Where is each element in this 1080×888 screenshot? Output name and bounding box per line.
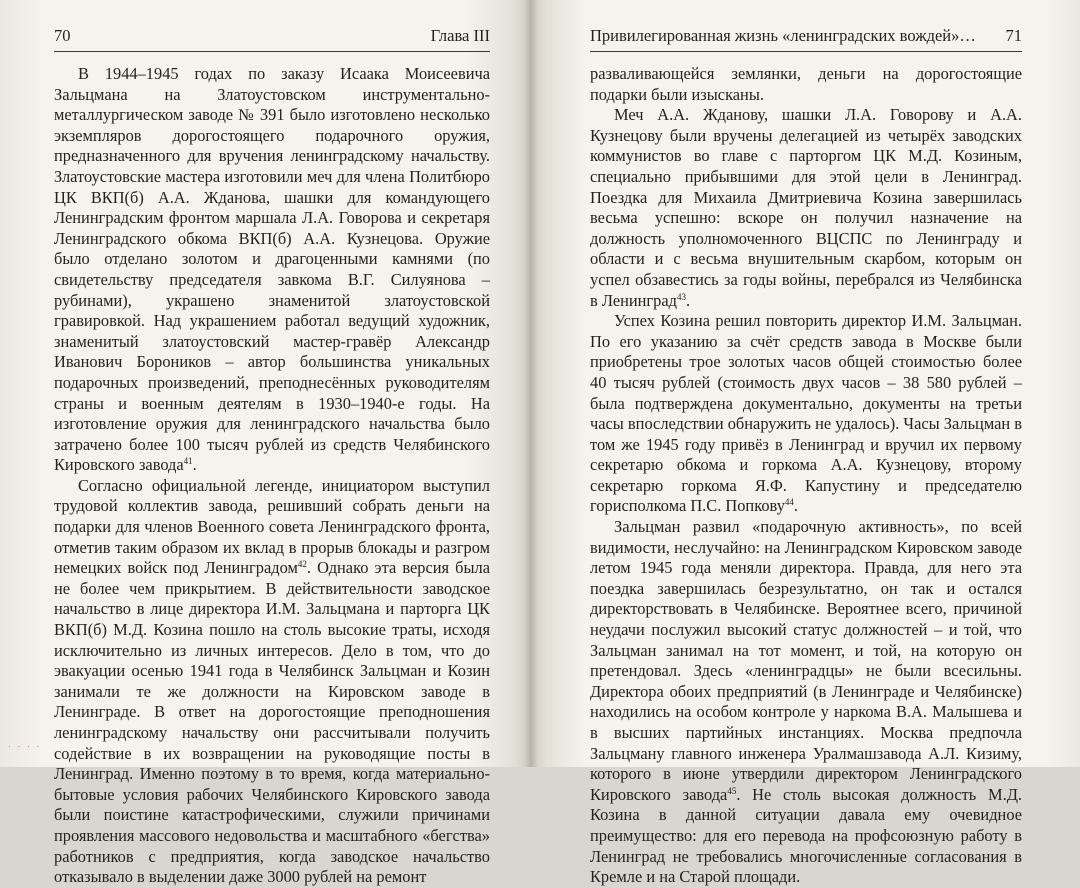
paragraph-continuation: разваливающейся землянки, деньги на дорогостоящие подарки были изысканы. <box>590 64 1022 104</box>
paragraph: Зальцман развил «подарочную активность», по всей видимости, неслучайно: на Ленинградском Кировском заводе летом 1945 года меняли директора. Правда, для него эта поездка завершилась безрезультатно, он так и остался директорствовать в Челябинске. Вероятнее всего, причиной неудачи послужил высокий статус должностей – и той, что Зальцман занимал на тот момент, и той, на которую он претендовал. Здесь «ленинградцы» не были всесильны. Директора обоих предприятий (в Ленинграде и Челябинске) находились на особом контроле у наркома В.А. Малышева и в высших партийных инстанциях. Москва предпочла Зальцману главного инженера Уралмашзавода А.Л. Кизиму, которого в июне утвердили директором Ленинградского Кировского завода$^{45}$. Не столь высокая должность М.Д. Козина в данной ситуации давала ему очевидное преимущество: для его перевода на профсоюзную работу в Ленинград не требовались многочисленные согласования в Кремле и на Старой площади. <box>590 517 1022 887</box>
paragraph: Согласно официальной легенде, инициатором выступил трудовой коллектив завода, решивший собрать деньги на подарки для членов Военного совета Ленинградского фронта, отметив таким образом их вклад в прорыв блокады и разгром немецких войск под Ленинградом$^{42}$. Однако эта версия была не более чем прикрытием. В действительности заводское начальство в лице директора И.М. Зальцмана и парторга ЦК ВКП(б) М.Д. Козина пошло на столь высокие траты, исходя исключительно из личных интересов. Дело в том, что до эвакуации осенью 1941 года в Челябинск Зальцман и Козин занимали те же должности на Кировском заводе в Ленинграде. В ответ на дорогостоящие преподношения ленинградскому начальству они рассчитывали получить содействие в их возвращении на руководящие посты в Ленинград. Именно поэтому в то время, когда материально-бытовые условия рабочих Челябинского Кировского завода были поистине катастрофическими, служили причинами проявления массового недовольства и масштабного «бегства» работников с предприятия, когда заводское начальство отказывало в выделении даже 3000 рублей на ремонт <box>54 475 490 887</box>
paragraph: Меч А.А. Жданову, шашки Л.А. Говорову и А.А. Кузнецову были вручены делегацией из четырёх заводских коммунистов во главе с парторгом ЦК М.Д. Козиным, специально прибывшими для этой цели в Ленинград. Поездка для Михаила Дмитриевича Козина завершилась весьма успешно: вскоре он получил назначение на должность уполномоченного ВЦСПС по Ленинграду и области и с весьма внушительным скарбом, которым он успел обзавестись за годы войны, перебрался из Челябинска в Ленинград$^{43}$. <box>590 105 1022 310</box>
chapter-header-right: Привилегированная жизнь «ленинградских вождей»… <box>590 26 976 45</box>
footnote-ref: 42 <box>297 559 307 570</box>
right-page <box>530 0 1080 887</box>
page-number-left: 70 <box>54 26 71 45</box>
footnote-ref: 45 <box>727 785 737 796</box>
left-running-head <box>54 26 490 52</box>
left-body-text <box>54 64 490 888</box>
footnote-ref: 44 <box>784 497 794 508</box>
page-number-right: 71 <box>1005 26 1022 45</box>
chapter-header-left: Глава III <box>430 26 490 45</box>
footnote-ref: 41 <box>183 456 193 467</box>
left-page <box>0 0 530 887</box>
page-edge-mark: ∙ ∙ ∙ ∙ <box>8 741 42 753</box>
right-running-head <box>590 26 1022 52</box>
paragraph: В 1944–1945 годах по заказу Исаака Моисеевича Зальцмана на Златоустовском инструментально-металлургическом заводе № 391 было изготовлено несколько экземпляров дорогостоящего подарочного оружия, предназначенного для вручения ленинградскому начальству. Златоустовские мастера изготовили меч для члена Политбюро ЦК ВКП(б) А.А. Жданова, шашки для командующего Ленинградским фронтом маршала Л.А. Говорова и секретаря Ленинградского обкома ВКП(б) А.А. Кузнецова. Оружие было отделано золотом и драгоценными камнями (по свидетельству председателя завкома В.Г. Силуянова – рубинами), украшено знаменитой златоустовской гравировкой. Над украшением работал ведущий художник, знаменитый златоустовский мастер-гравёр Александр Иванович Бороников – автор большинства уникальных подарочных произведений, преподнесённых руководителям страны и военным деятелям в 1930–1940-е годы. На изготовление оружия для ленинградского начальства было затрачено более 100 тысяч рублей из средств Челябинского Кировского завода$^{41}$. <box>54 64 490 475</box>
paragraph: Успех Козина решил повторить директор И.М. Зальцман. По его указанию за счёт средств завода в Москве были приобретены трое золотых часов общей стоимостью более 40 тысяч рублей (стоимость двух часов – 38 580 рублей – была подтверждена документально, документы на третьи часы впоследствии обнаружить не удалось). Часы Зальцман в том же 1945 году привёз в Ленинград и вручил их первому секретарю обкома и горкома А.А. Кузнецову, второму секретарю горкома Я.Ф. Капустину и председателю горисполкома П.С. Попкову$^{44}$. <box>590 311 1022 516</box>
footnote-ref: 43 <box>676 291 686 302</box>
right-body-text <box>590 64 1022 888</box>
